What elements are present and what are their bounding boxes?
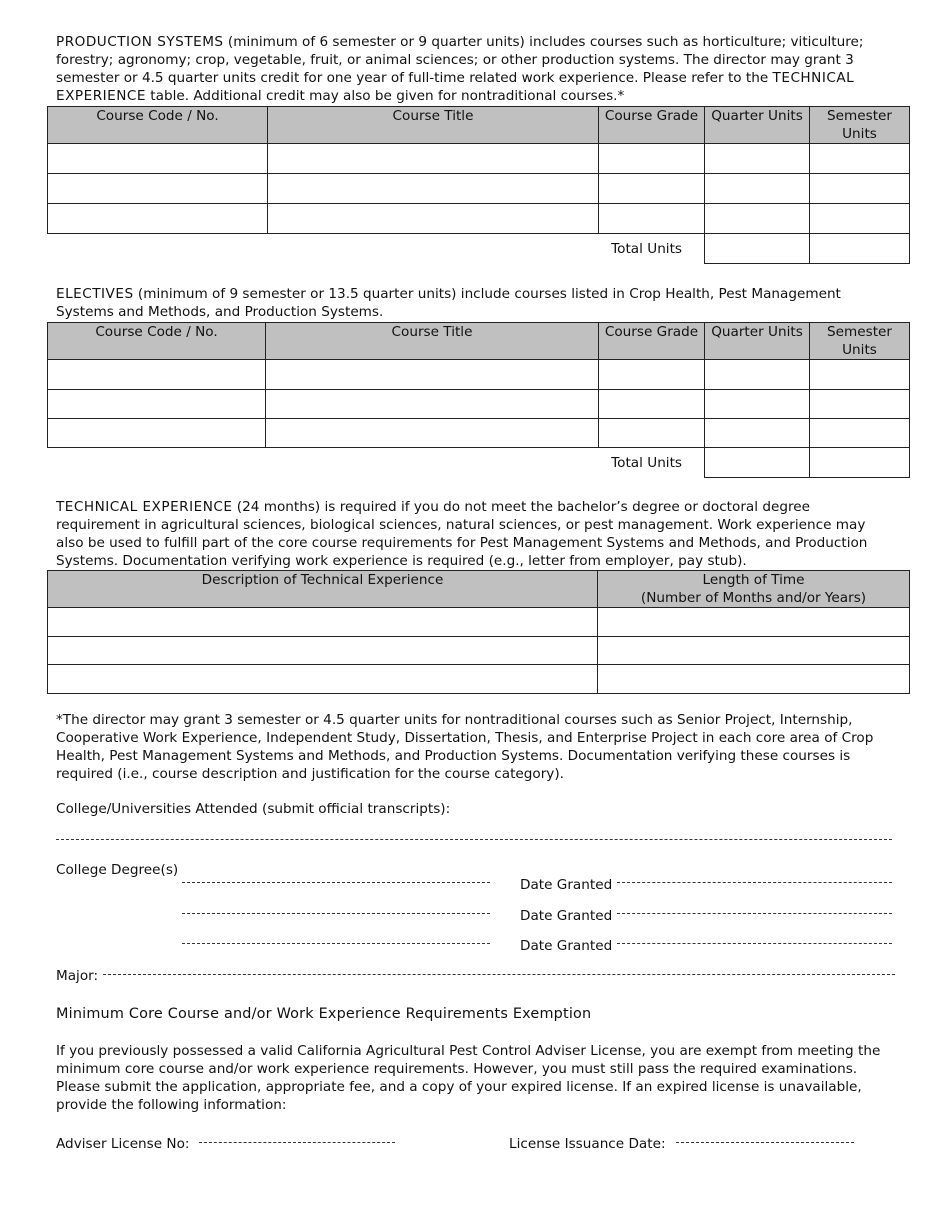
course-code-cell[interactable]	[48, 390, 266, 419]
degree-line-2[interactable]	[182, 913, 490, 914]
course-grade-cell[interactable]	[599, 360, 705, 390]
electives-paragraph	[56, 285, 896, 321]
degree-line-3[interactable]	[182, 943, 490, 944]
date-granted-line-1[interactable]	[617, 882, 892, 883]
length-of-time-line1: Length of Time	[702, 572, 805, 588]
date-granted-line-3[interactable]	[617, 943, 892, 944]
course-code-cell[interactable]	[48, 204, 268, 234]
column-header-course-grade: Course Grade	[599, 107, 705, 144]
course-code-cell[interactable]	[48, 360, 266, 390]
total-semester-units-cell[interactable]	[810, 448, 910, 478]
course-code-cell[interactable]	[48, 174, 268, 204]
date-granted-label: Date Granted	[520, 908, 613, 924]
license-issuance-date-label: License Issuance Date:	[509, 1136, 666, 1152]
column-header-description: Description of Technical Experience	[48, 571, 598, 608]
course-title-cell[interactable]	[268, 204, 599, 234]
major-label: Major:	[56, 968, 99, 984]
description-cell[interactable]	[48, 665, 598, 694]
course-code-cell[interactable]	[48, 419, 266, 448]
course-grade-cell[interactable]	[599, 174, 705, 204]
column-header-course-title: Course Title	[266, 323, 599, 360]
quarter-units-cell[interactable]	[705, 204, 810, 234]
semester-units-cell[interactable]	[810, 174, 910, 204]
technical-experience-paragraph	[56, 498, 896, 570]
total-row	[48, 448, 910, 478]
technical-experience-reference: TECHNICAL EXPERIENCE	[56, 70, 855, 104]
course-grade-cell[interactable]	[599, 144, 705, 174]
description-cell[interactable]	[48, 637, 598, 665]
course-grade-cell[interactable]	[599, 204, 705, 234]
total-semester-units-cell[interactable]	[810, 234, 910, 264]
adviser-license-no-label: Adviser License No:	[56, 1136, 190, 1152]
column-header-semester-units: Semester Units	[810, 323, 910, 360]
total-row	[48, 234, 910, 264]
production-systems-paragraph	[56, 33, 896, 105]
quarter-units-cell[interactable]	[705, 390, 810, 419]
exemption-paragraph: If you previously possessed a valid California Agricultural Pest Control Adviser License, you are exempt from meeting the minimum core course and/or work experience requirements. However, you must still pass the required examinations. Please submit the application, appropriate fee, and a copy of your expired license. If an expired license is unavailable, provide the following information:	[56, 1043, 881, 1113]
table-row	[48, 390, 910, 419]
column-header-course-code: Course Code / No.	[48, 107, 268, 144]
quarter-units-cell[interactable]	[705, 419, 810, 448]
electives-text: (minimum of 9 semester or 13.5 quarter units) include courses listed in Crop Health, Pest Management Systems and Methods, and Production Systems.	[56, 286, 841, 320]
electives-heading: ELECTIVES	[56, 286, 134, 302]
total-quarter-units-cell[interactable]	[705, 234, 810, 264]
table-row	[48, 419, 910, 448]
technical-experience-heading: TECHNICAL EXPERIENCE	[56, 499, 233, 515]
quarter-units-cell[interactable]	[705, 360, 810, 390]
length-of-time-cell[interactable]	[598, 665, 910, 694]
semester-units-cell[interactable]	[810, 204, 910, 234]
semester-units-cell[interactable]	[810, 419, 910, 448]
quarter-units-cell[interactable]	[705, 174, 810, 204]
total-units-label: Total Units	[599, 234, 705, 264]
table-row	[48, 360, 910, 390]
column-header-course-title: Course Title	[268, 107, 599, 144]
date-granted-label: Date Granted	[520, 938, 613, 954]
production-systems-text-end: table. Additional credit may also be given for nontraditional courses.*	[145, 88, 625, 104]
course-grade-cell[interactable]	[599, 390, 705, 419]
major-line[interactable]	[103, 974, 895, 975]
column-header-quarter-units: Quarter Units	[705, 107, 810, 144]
course-title-cell[interactable]	[268, 144, 599, 174]
degree-line-1[interactable]	[182, 882, 490, 883]
date-granted-line-2[interactable]	[617, 913, 892, 914]
column-header-semester-units: Semester Units	[810, 107, 910, 144]
license-issuance-date-line[interactable]	[676, 1142, 854, 1143]
table-row	[48, 665, 910, 694]
course-title-cell[interactable]	[268, 174, 599, 204]
quarter-units-cell[interactable]	[705, 144, 810, 174]
production-systems-heading: PRODUCTION SYSTEMS	[56, 34, 224, 50]
colleges-attended-label: College/Universities Attended (submit official transcripts):	[56, 801, 451, 817]
semester-units-cell[interactable]	[810, 360, 910, 390]
production-systems-text: (minimum of 6 semester or 9 quarter units) includes courses such as horticulture; viticulture; forestry; agronomy; crop, vegetable, fruit, or animal sciences; or other production systems. The director may grant 3 semester or 4.5 quarter units credit for one year of full-time related work experience. Please refer to the	[56, 34, 864, 86]
column-header-course-code: Course Code / No.	[48, 323, 266, 360]
table-row	[48, 144, 910, 174]
exemption-heading: Minimum Core Course and/or Work Experience Requirements Exemption	[56, 1006, 592, 1022]
length-of-time-cell[interactable]	[598, 608, 910, 637]
total-units-label: Total Units	[599, 448, 705, 478]
production-systems-table	[47, 106, 910, 264]
table-row	[48, 637, 910, 665]
date-granted-label: Date Granted	[520, 877, 613, 893]
course-title-cell[interactable]	[266, 419, 599, 448]
technical-experience-text: (24 months) is required if you do not meet the bachelor’s degree or doctoral degree requirement in agricultural sciences, biological sciences, natural sciences, or pest management. Work experience may also be used to fulfill part of the core course requirements for Pest Management Systems and Methods, and Production Systems. Documentation verifying work experience is required (e.g., letter from employer, pay stub).	[56, 499, 868, 569]
electives-table	[47, 322, 910, 478]
college-degrees-label: College Degree(s)	[56, 862, 179, 878]
column-header-course-grade: Course Grade	[599, 323, 705, 360]
description-cell[interactable]	[48, 608, 598, 637]
table-row	[48, 608, 910, 637]
semester-units-cell[interactable]	[810, 390, 910, 419]
column-header-length-of-time	[598, 571, 910, 608]
technical-experience-table	[47, 570, 910, 694]
table-row	[48, 204, 910, 234]
course-title-cell[interactable]	[266, 360, 599, 390]
column-header-quarter-units: Quarter Units	[705, 323, 810, 360]
semester-units-cell[interactable]	[810, 144, 910, 174]
course-code-cell[interactable]	[48, 144, 268, 174]
length-of-time-line2: (Number of Months and/or Years)	[640, 590, 867, 606]
adviser-license-no-line[interactable]	[199, 1142, 395, 1143]
table-row	[48, 174, 910, 204]
footnote-paragraph: *The director may grant 3 semester or 4.5 quarter units for nontraditional courses such as Senior Project, Internship, Cooperative Work Experience, Independent Study, Dissertation, Thesis, and Enterprise Project in each core area of Crop Health, Pest Management Systems and Methods, and Production Systems. Documentation verifying these courses is required (i.e., course description and justification for the course category).	[56, 712, 874, 782]
length-of-time-cell[interactable]	[598, 637, 910, 665]
course-title-cell[interactable]	[266, 390, 599, 419]
course-grade-cell[interactable]	[599, 419, 705, 448]
total-quarter-units-cell[interactable]	[705, 448, 810, 478]
colleges-attended-line[interactable]	[56, 839, 892, 840]
